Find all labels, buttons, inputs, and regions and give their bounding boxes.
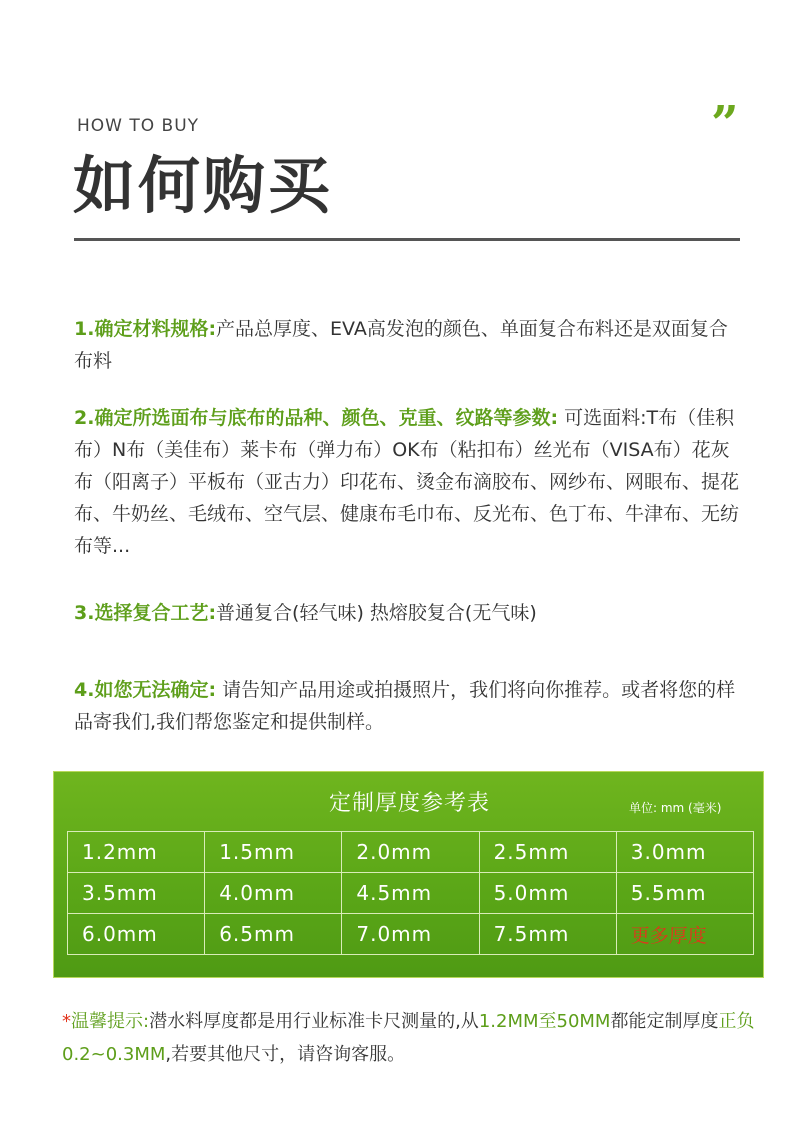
tip-text-3: ,若要其他尺寸，请咨询客服。 (165, 1044, 406, 1065)
tip-label: 温馨提示: (71, 1011, 150, 1032)
step-3 (74, 597, 744, 629)
thickness-cell: 6.5mm (205, 914, 342, 955)
thickness-cell: 6.0mm (68, 914, 205, 955)
thickness-cell: 4.0mm (205, 873, 342, 914)
thickness-cell: 2.0mm (342, 832, 479, 873)
tip-text-1: 潜水料厚度都是用行业标准卡尺测量的,从 (149, 1011, 479, 1032)
step-1-text: 产品总厚度、EVA高发泡的颜色、单面复合布料还是双面复合布料 (74, 318, 728, 372)
thickness-table-panel (53, 771, 764, 978)
tip-star: * (62, 1011, 71, 1032)
step-2 (74, 402, 744, 562)
thickness-cell: 2.5mm (479, 832, 616, 873)
quote-mark-icon: ” (711, 96, 739, 152)
thickness-cell: 3.5mm (68, 873, 205, 914)
step-4 (74, 674, 744, 738)
step-4-text: 请告知产品用途或拍摄照片，我们将向你推荐。或者将您的样品寄我们,我们帮您鉴定和提供制样。 (74, 679, 736, 733)
tip-range: 1.2MM至50MM (478, 1011, 611, 1032)
tip-tolerance: 正负0.2~0.3MM (62, 1011, 755, 1065)
thickness-cell: 5.5mm (616, 873, 753, 914)
step-1 (74, 313, 744, 377)
table-row (68, 914, 754, 955)
thickness-cell: 1.2mm (68, 832, 205, 873)
page-title: 如何购买 (73, 149, 334, 222)
table-row (68, 873, 754, 914)
thickness-table-unit: 单位: mm (毫米) (629, 801, 722, 815)
more-thickness-link[interactable]: 更多厚度 (616, 914, 753, 955)
step-1-label: 1.确定材料规格: (74, 318, 217, 340)
step-2-text: 可选面料:T布（佳积布）N布（美佳布）莱卡布（弹力布）OK布（粘扣布）丝光布（VISA布）花灰布（阳离子）平板布（亚古力）印花布、烫金布滴胶布、网纱布、网眼布、提花布、牛奶丝、毛绒布、空气层、健康布毛巾布、反光布、色丁布、牛津布、无纺布等... (74, 407, 740, 557)
tip-note (62, 1005, 762, 1071)
thickness-table-title: 定制厚度参考表 (328, 791, 490, 816)
thickness-cell: 3.0mm (616, 832, 753, 873)
thickness-cell: 7.5mm (479, 914, 616, 955)
title-divider (74, 238, 740, 241)
step-2-label: 2.确定所选面布与底布的品种、颜色、克重、纹路等参数: (74, 407, 559, 429)
thickness-cell: 1.5mm (205, 832, 342, 873)
table-row (68, 832, 754, 873)
thickness-cell: 5.0mm (479, 873, 616, 914)
thickness-cell: 4.5mm (342, 873, 479, 914)
thickness-cell: 7.0mm (342, 914, 479, 955)
step-4-label: 4.如您无法确定: (74, 679, 217, 701)
step-3-text: 普通复合(轻气味) 热熔胶复合(无气味) (216, 602, 537, 624)
eyebrow-label: HOW TO BUY (77, 116, 200, 136)
thickness-grid (67, 831, 754, 955)
step-3-label: 3.选择复合工艺: (74, 602, 217, 624)
tip-text-2: 都能定制厚度 (610, 1011, 719, 1032)
